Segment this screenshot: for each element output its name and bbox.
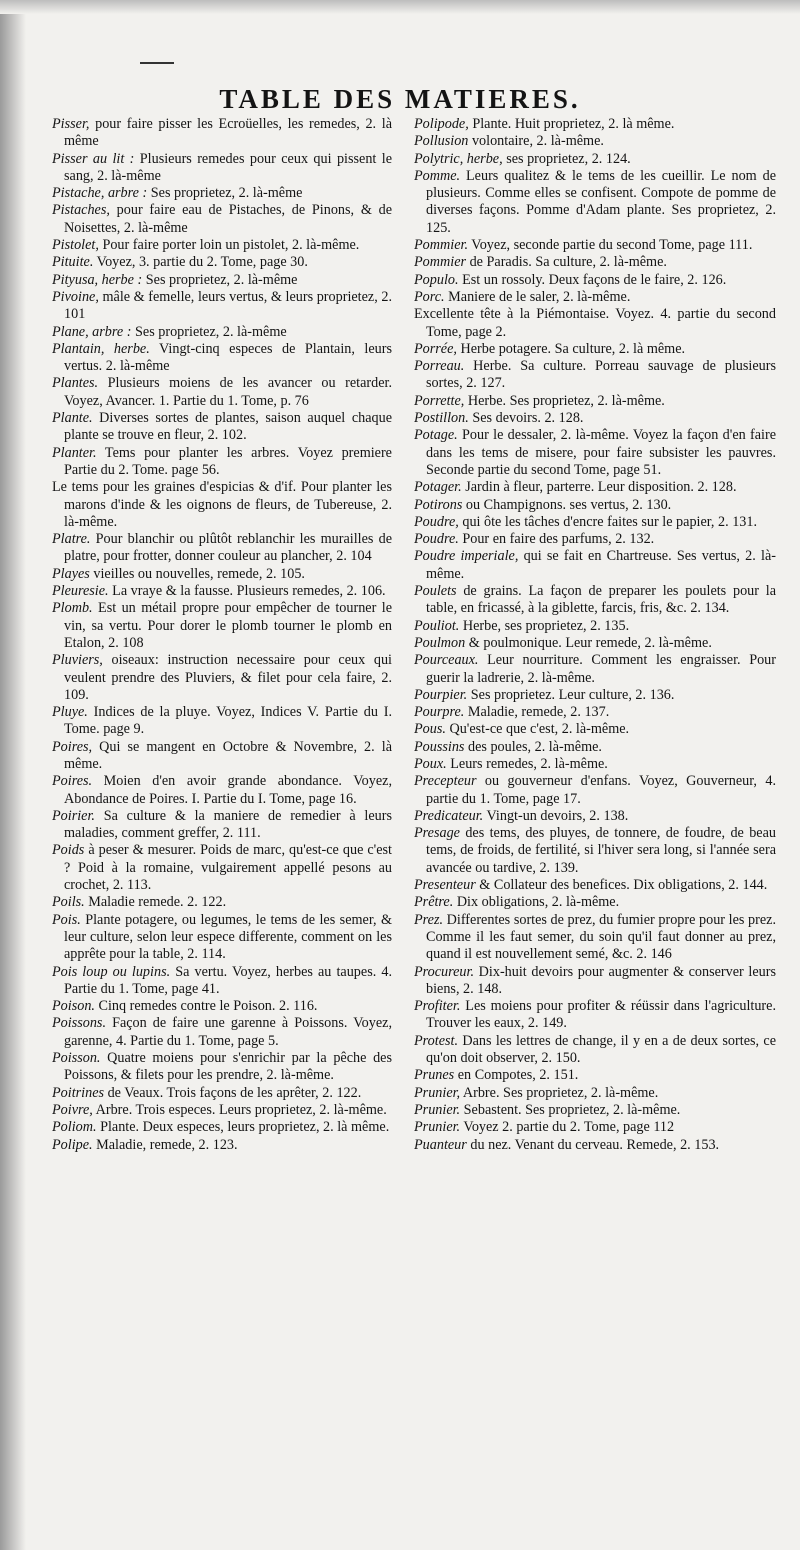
entry-text: Les moiens pour profiter & réüssir dans l'agriculture. Trouver les eaux, 2. 149. [426, 998, 776, 1032]
index-entry [52, 652, 392, 704]
index-entry [414, 1137, 776, 1154]
entry-headword: Plomb. [52, 600, 93, 617]
entry-text: Plusieurs remedes pour ceux qui pissent le sang, 2. là-même [64, 150, 392, 184]
entry-headword: Prunier. [414, 1101, 461, 1118]
entry-text: Maladie, remede, 2. 123. [92, 1136, 238, 1153]
index-entry [52, 116, 392, 151]
entry-headword: Poitrines [52, 1084, 105, 1101]
entry-headword: Prunes [414, 1067, 455, 1084]
index-entry [414, 1067, 776, 1084]
entry-text: Leurs qualitez & le tems de les cueillir. Le nom de plusieurs. Comme elles se confisent. Compote de pomme de diverses façons. Pomme d'Adam plante. Ses proprietez, 2. 125. [426, 167, 776, 236]
entry-text: Ses proprietez, 2. là-même [131, 323, 287, 340]
entry-text: Maniere de le saler, 2. là-même. [444, 288, 631, 305]
index-entry [414, 721, 776, 738]
entry-headword: Presage [414, 825, 460, 842]
entry-text: du nez. Venant du cerveau. Remede, 2. 153. [466, 1136, 720, 1153]
index-entry [52, 531, 392, 566]
entry-text: Sebastent. Ses proprietez, 2. là-même. [460, 1101, 681, 1118]
entry-headword: Pommier. [414, 237, 468, 254]
entry-headword: Presenteur [414, 877, 476, 894]
index-column-right [414, 116, 776, 1536]
entry-headword: Pistaches, [52, 202, 110, 219]
entry-text: Plusieurs moiens de les avancer ou retarder. Voyez, Avancer. 1. Partie du 1. Tome, p. 76 [64, 375, 392, 409]
index-entry [52, 842, 392, 894]
index-entry [414, 272, 776, 289]
index-entry [52, 1102, 392, 1119]
index-entry [414, 877, 776, 894]
index-entry [414, 410, 776, 427]
entry-text: Le tems pour les graines d'espicias & d'if. Pour planter les marons d'inde & les oignons de fleurs, de Tubereuse, 2. là-même. [52, 479, 392, 530]
entry-text: Dix obligations, 2. là-même. [453, 894, 620, 911]
entry-headword: Poudre, [414, 513, 459, 530]
index-entry [414, 1085, 776, 1102]
entry-text: Sa culture & la maniere de remedier à leurs maladies, comment greffer, 2. 111. [64, 807, 392, 842]
index-entry [52, 704, 392, 739]
index-entry [52, 566, 392, 583]
entry-headword: Postillon. [414, 410, 469, 427]
entry-text: Ses devoirs. 2. 128. [468, 410, 584, 427]
entry-text: Plante potagere, ou legumes, le tems de les semer, & leur culture, selon leur espece differente, comment on les apprête pour la table, 2. 114. [64, 911, 392, 963]
entry-headword: Platre. [52, 531, 91, 548]
entry-text: Moien d'en avoir grande abondance. Voyez, Abondance de Poires. I. Partie du I. Tome, page 16. [64, 773, 392, 807]
entry-text: Herbe. Sa culture. Porreau sauvage de plusieurs sortes, 2. 127. [426, 358, 776, 392]
entry-text: Plante. Deux especes, leurs proprietez, 2. là même. [96, 1119, 390, 1136]
entry-headword: Poisson. [52, 1050, 101, 1067]
index-entry [52, 202, 392, 237]
entry-text: de grains. La façon de preparer les poulets pour la table, en fricassé, à la giblette, farcis, fris, &c. 2. 134. [426, 583, 776, 617]
entry-headword: Porreau. [414, 358, 465, 375]
index-entry [414, 116, 776, 133]
index-entry [414, 168, 776, 237]
entry-headword: Pollusion [414, 133, 469, 150]
entry-headword: Precepteur [414, 773, 477, 790]
entry-headword: Pityusa, herbe : [52, 271, 143, 288]
index-entry [52, 410, 392, 445]
entry-text: Pour en faire des parfums, 2. 132. [458, 531, 655, 548]
entry-text: Leur nourriture. Comment les engraisser. Pour guerir la ladrerie, 2. là-même. [426, 652, 776, 686]
index-entry [52, 773, 392, 808]
entry-text: ou gouverneur d'enfans. Voyez, Gouverneur, 4. partie du 1. Tome, page 17. [426, 773, 776, 807]
entry-headword: Pourpier. [414, 686, 468, 703]
entry-headword: Plantes. [52, 375, 99, 392]
index-column-left [52, 116, 392, 1536]
entry-headword: Poires. [52, 773, 93, 790]
entry-text: qui se fait en Chartreuse. Ses vertus, 2. là-même. [426, 548, 776, 582]
index-entry [52, 289, 392, 324]
index-entry [52, 583, 392, 600]
entry-text: Ses proprietez, 2. là-même [142, 271, 298, 288]
entry-text: Est un métail propre pour empêcher de tourner le vin, sa vertu. Pour dorer le plomb tourner le plomb en Etalon, 2. 108 [64, 600, 392, 651]
index-entry [414, 739, 776, 756]
entry-text: & poulmonique. Leur remede, 2. là-même. [465, 634, 712, 651]
entry-headword: Planter. [52, 444, 97, 461]
entry-headword: Prunier, [414, 1084, 461, 1101]
entry-text: Ses proprietez. Leur culture, 2. 136. [467, 686, 675, 703]
entry-text: Herbe, ses proprietez, 2. 135. [459, 617, 630, 634]
index-entry [52, 808, 392, 843]
entry-headword: Poulmon [414, 634, 466, 651]
entry-text: volontaire, 2. là-même. [468, 133, 604, 150]
index-entry [414, 531, 776, 548]
index-entry [52, 324, 392, 341]
entry-text: Qu'est-ce que c'est, 2. là-même. [445, 721, 630, 738]
entry-headword: Puanteur [414, 1136, 467, 1153]
entry-text: Indices de la pluye. Voyez, Indices V. Partie du I. Tome. page 9. [64, 704, 392, 738]
entry-headword: Poissons. [52, 1015, 106, 1032]
page-title: TABLE DES MATIERES. [219, 84, 581, 114]
entry-headword: Poirier. [52, 807, 95, 824]
index-entry [414, 341, 776, 358]
entry-headword: Potager. [414, 479, 462, 496]
entry-headword: Pisser, [52, 116, 90, 132]
entry-text: Plante. Huit proprietez, 2. là même. [468, 116, 675, 132]
entry-text: Leurs remedes, 2. là-même. [446, 755, 608, 772]
index-entry [52, 912, 392, 964]
entry-headword: Pistolet, [52, 237, 99, 254]
entry-text: Tems pour planter les arbres. Voyez premiere Partie du 2. Tome. page 56. [64, 444, 392, 478]
entry-headword: Porrette, [414, 392, 465, 409]
entry-headword: Plante. [52, 410, 93, 427]
entry-text: Ses proprietez, 2. là-même [147, 185, 303, 202]
index-entry [414, 393, 776, 410]
entry-headword: Poudre imperiale, [414, 548, 519, 565]
index-entry [414, 514, 776, 531]
entry-headword: Prêtre. [414, 894, 454, 911]
entry-text: oiseaux: instruction necessaire pour ceux qui veulent prendre des Pluviers, & filet pour cela faire, 2. 109. [64, 652, 392, 703]
entry-headword: Potage. [414, 427, 458, 444]
index-entry [414, 618, 776, 635]
index-entry [52, 254, 392, 271]
index-entry [414, 1033, 776, 1068]
entry-headword: Prunier. [414, 1119, 461, 1136]
entry-text: mâle & femelle, leurs vertus, & leurs proprietez, 2. 101 [64, 288, 392, 323]
index-entry [52, 1015, 392, 1050]
index-entry [414, 479, 776, 496]
entry-headword: Profiter. [414, 998, 461, 1015]
entry-text: Jardin à fleur, parterre. Leur disposition. 2. 128. [461, 479, 737, 496]
index-entry [414, 635, 776, 652]
entry-headword: Poliom. [52, 1119, 97, 1136]
entry-text: ou Champignons. ses vertus, 2. 130. [462, 496, 672, 513]
entry-text: Maladie remede. 2. 122. [84, 894, 227, 911]
entry-headword: Porrée, [414, 340, 457, 357]
entry-text: vieilles ou nouvelles, remede, 2. 105. [89, 565, 305, 582]
index-entry [414, 133, 776, 150]
index-entry [52, 151, 392, 186]
entry-headword: Pluye. [52, 704, 88, 721]
entry-text: des tems, des pluyes, de tonnere, de foudre, de beau tems, de froids, de fertilité, si l'hiver sera long, si l'année sera avancée ou tardive, 2. 139. [426, 825, 776, 876]
index-entry [52, 894, 392, 911]
entry-headword: Protest. [414, 1032, 459, 1049]
entry-text: Herbe. Ses proprietez, 2. là-même. [464, 392, 665, 409]
index-entry [414, 825, 776, 877]
index-entry [414, 151, 776, 168]
entry-text: pour faire eau de Pistaches, de Pinons, & de Noisettes, 2. là-même [64, 202, 392, 236]
entry-headword: Pluviers, [52, 652, 103, 669]
entry-text: qui ôte les tâches d'encre faites sur le papier, 2. 131. [458, 513, 758, 530]
index-entry [414, 306, 776, 341]
index-entry [414, 1119, 776, 1136]
entry-text: Voyez 2. partie du 2. Tome, page 112 [460, 1119, 675, 1136]
index-entry [52, 237, 392, 254]
entry-text: pour faire pisser les Ecroüelles, les remedes, 2. là même [64, 116, 392, 150]
entry-headword: Populo. [414, 271, 459, 288]
entry-headword: Plantain, herbe. [52, 340, 150, 357]
entry-text: des poules, 2. là-même. [464, 738, 602, 755]
index-entry [52, 479, 392, 531]
entry-headword: Pourceaux. [414, 652, 479, 669]
entry-headword: Pleuresie. [52, 583, 109, 600]
entry-text: Diverses sortes de plantes, saison auquel chaque plante se trouve en fleur, 2. 102. [64, 410, 392, 444]
entry-headword: Polipode, [414, 116, 469, 132]
index-entry [52, 998, 392, 1015]
entry-text: Façon de faire une garenne à Poissons. Voyez, garenne, 4. Partie du 1. Tome, page 5. [64, 1015, 392, 1049]
entry-headword: Poux. [414, 755, 447, 772]
entry-headword: Poudre. [414, 531, 459, 548]
entry-headword: Polipe. [52, 1136, 93, 1153]
entry-text: ses proprietez, 2. 124. [502, 150, 631, 167]
entry-headword: Playes [52, 565, 90, 582]
index-entry [52, 185, 392, 202]
index-entry [52, 964, 392, 999]
entry-text: Est un rossoly. Deux façons de le faire, 2. 126. [458, 271, 727, 288]
index-entry [414, 652, 776, 687]
index-entry [414, 427, 776, 479]
entry-text: Vingt-cinq especes de Plantain, leurs vertus. 2. là-même [64, 340, 392, 375]
index-entry [414, 1102, 776, 1119]
entry-headword: Pivoine, [52, 288, 99, 305]
entry-headword: Predicateur. [414, 807, 484, 824]
entry-headword: Poussins [414, 738, 465, 755]
index-entry [414, 289, 776, 306]
index-entry [52, 1119, 392, 1136]
entry-headword: Poires, [52, 738, 93, 755]
entry-headword: Pous. [414, 721, 446, 738]
entry-text: de Paradis. Sa culture, 2. là-même. [466, 254, 667, 271]
index-entry [52, 445, 392, 480]
entry-text: Pour le dessaler, 2. là-même. Voyez la façon d'en faire dans les tems de misere, pour faire subsister les pauvres. Seconde partie du second Tome, page 51. [426, 427, 776, 478]
entry-text: à peser & mesurer. Poids de marc, qu'est-ce que c'est ? Poid à la romaine, vulgairement appellé pesons au crochet, 2. 113. [64, 842, 392, 894]
entry-headword: Pourpre. [414, 704, 465, 721]
index-entry [414, 358, 776, 393]
index-entry [414, 583, 776, 618]
index-entry [414, 687, 776, 704]
entry-headword: Poivre, [52, 1101, 93, 1118]
index-entry [414, 894, 776, 911]
entry-headword: Porc. [414, 288, 445, 305]
index-entry [52, 1050, 392, 1085]
index-entry [414, 808, 776, 825]
index-entry [52, 1085, 392, 1102]
index-entry [414, 237, 776, 254]
entry-text: Herbe potagere. Sa culture, 2. là même. [456, 340, 686, 357]
ornament-rule [140, 62, 174, 64]
entry-headword: Poids [52, 842, 85, 859]
entry-text: Vingt-un devoirs, 2. 138. [483, 807, 629, 824]
entry-text: Arbre. Trois especes. Leurs proprietez, 2. là-même. [92, 1101, 387, 1118]
entry-text: en Compotes, 2. 151. [454, 1067, 579, 1084]
entry-text: Dix-huit devoirs pour augmenter & conserver leurs biens, 2. 148. [426, 963, 776, 997]
entry-text: Pour faire porter loin un pistolet, 2. là-même. [98, 237, 360, 254]
index-entry [52, 375, 392, 410]
entry-headword: Pois loup ou lupins. [52, 963, 171, 980]
entry-text: de Veaux. Trois façons de les aprêter, 2. 122. [104, 1084, 362, 1101]
entry-headword: Pommier [414, 254, 467, 271]
index-entry [414, 773, 776, 808]
index-entry [414, 756, 776, 773]
entry-headword: Pituite. [52, 254, 94, 271]
index-entry [52, 272, 392, 289]
entry-headword: Prez. [414, 911, 444, 928]
index-entry [52, 739, 392, 774]
entry-text: Pour blanchir ou plûtôt reblanchir les murailles de platre, pour frotter, donner couleur au plancher, 2. 104 [64, 531, 392, 565]
entry-headword: Pistache, arbre : [52, 185, 148, 202]
entry-headword: Potirons [414, 496, 463, 513]
entry-text: Cinq remedes contre le Poison. 2. 116. [94, 998, 318, 1015]
entry-headword: Poison. [52, 998, 95, 1015]
entry-text: Maladie, remede, 2. 137. [464, 704, 610, 721]
entry-headword: Procureur. [414, 963, 475, 980]
entry-text: Differentes sortes de prez, du fumier propre pour les prez. Comme il les faut semer, du soin qu'il faut donner au prez, quand il est nouvellement semé, &c. 2. 146 [426, 911, 776, 963]
index-entry [52, 600, 392, 652]
index-entry [52, 1137, 392, 1154]
entry-text: Qui se mangent en Octobre & Novembre, 2. là même. [64, 738, 392, 772]
index-entry [414, 964, 776, 999]
entry-headword: Pisser au lit : [52, 150, 135, 167]
index-entry [414, 912, 776, 964]
index-entry [414, 998, 776, 1033]
entry-headword: Poils. [52, 894, 85, 911]
index-entry [414, 704, 776, 721]
index-entry [414, 548, 776, 583]
index-entry [52, 341, 392, 376]
entry-text: Voyez, seconde partie du second Tome, page 111. [468, 237, 753, 254]
entry-text: Arbre. Ses proprietez, 2. là-même. [460, 1084, 659, 1101]
entry-text: Dans les lettres de change, il y en a de deux sortes, ce qu'on doit observer, 2. 150. [426, 1032, 776, 1067]
entry-text: Excellente tête à la Piémontaise. Voyez. 4. partie du second Tome, page 2. [414, 306, 776, 340]
page-top-shadow [0, 0, 800, 14]
entry-headword: Pouliot. [414, 617, 460, 634]
entry-text: Voyez, 3. partie du 2. Tome, page 30. [93, 254, 308, 271]
entry-headword: Plane, arbre : [52, 323, 132, 340]
entry-headword: Pomme. [414, 167, 461, 184]
entry-headword: Polytric, herbe, [414, 150, 503, 167]
page-edge-shadow [0, 0, 26, 1550]
index-entry [414, 497, 776, 514]
entry-text: Quatre moiens pour s'enrichir par la pêche des Poissons, & filets pour les prendre, 2. là-même. [64, 1050, 392, 1084]
entry-text: Sa vertu. Voyez, herbes au taupes. 4. Partie du 1. Tome, page 41. [64, 963, 392, 997]
entry-text: La vraye & la fausse. Plusieurs remedes, 2. 106. [108, 583, 386, 600]
entry-text: & Collateur des benefices. Dix obligations, 2. 144. [475, 877, 768, 894]
entry-headword: Pois. [52, 911, 81, 928]
index-entry [414, 254, 776, 271]
entry-headword: Poulets [414, 583, 457, 600]
